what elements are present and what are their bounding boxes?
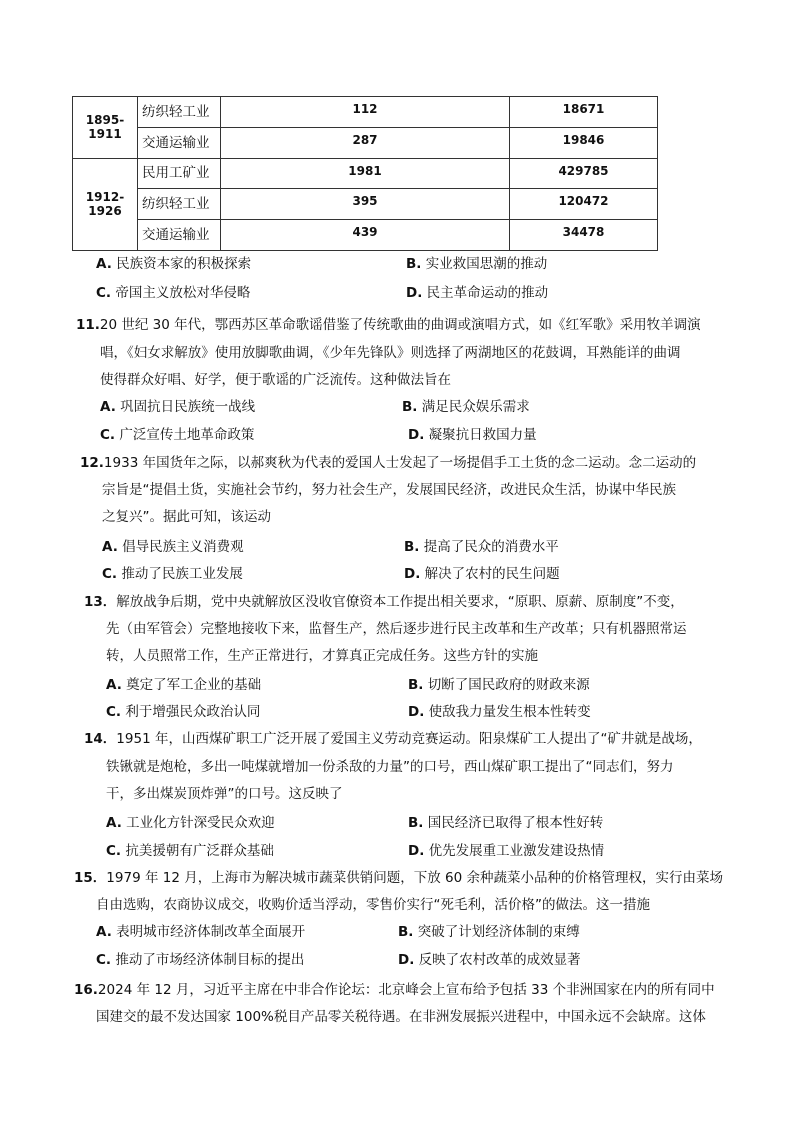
q11-option-d[interactable]: D. 凝聚抗日救国力量	[408, 427, 537, 443]
q11-stem-line: 唱，《妇女求解放》使用放脚歌曲调，《少年先锋队》则选择了两湖地区的花鼓调，耳熟能详的曲调	[100, 345, 681, 361]
q12-stem-line: 宗旨是“提倡土货，实施社会节约，努力社会生产，发展国民经济，改进民众生活，协谋中华民族	[102, 482, 676, 498]
q14-option-c[interactable]: C. 抗美援朝有广泛群众基础	[106, 843, 274, 859]
q10-option-c[interactable]: C. 帝国主义放松对华侵略	[96, 285, 251, 301]
q11-stem-line: 使得群众好唱、好学，便于歌谣的广泛流传。这种做法旨在	[100, 372, 451, 388]
q12-option-d[interactable]: D. 解决了农村的民生问题	[404, 566, 560, 582]
q11-option-a[interactable]: A. 巩固抗日民族统一战线	[100, 399, 256, 415]
industry-cell: 纺织轻工业	[138, 189, 221, 220]
value-cell: 34478	[510, 220, 658, 251]
q14-option-a[interactable]: A. 工业化方针深受民众欢迎	[106, 815, 275, 831]
q13-option-c[interactable]: C. 利于增强民众政治认同	[106, 704, 261, 720]
q15-stem-line: 自由选购，农商协议成交，收购价适当浮动，零售价实行“死毛利，活价格”的做法。这一措施	[96, 897, 650, 913]
period-cell: 1912-1926	[73, 158, 138, 250]
q12-option-c[interactable]: C. 推动了民族工业发展	[102, 566, 243, 582]
period-cell: 1895-1911	[73, 97, 138, 159]
q14-stem-line: 14．1951 年，山西煤矿职工广泛开展了爱国主义劳动竞赛运动。阳泉煤矿工人提出了“矿井就是战场，	[84, 731, 702, 747]
table-row	[73, 189, 658, 220]
industry-cell: 纺织轻工业	[138, 97, 221, 128]
value-cell: 112	[221, 97, 510, 128]
table-row	[73, 97, 658, 128]
q13-stem-line: 13．解放战争后期，党中央就解放区没收官僚资本工作提出相关要求，“原职、原薪、原制度”不变，	[84, 594, 684, 610]
q15-option-d[interactable]: D. 反映了农村改革的成效显著	[398, 952, 581, 968]
industry-cell: 民用工矿业	[138, 158, 221, 189]
value-cell: 19846	[510, 127, 658, 158]
q12-option-b[interactable]: B. 提高了民众的消费水平	[404, 539, 559, 555]
value-cell: 429785	[510, 158, 658, 189]
industry-cell: 交通运输业	[138, 220, 221, 251]
q14-stem-line: 铁锹就是炮枪，多出一吨煤就增加一份杀敌的力量”的口号，西山煤矿职工提出了“同志们，努力	[106, 759, 674, 775]
q14-option-d[interactable]: D. 优先发展重工业激发建设热情	[408, 843, 605, 859]
q15-stem-line: 15．1979 年 12 月，上海市为解决城市蔬菜供销问题，下放 60 余种蔬菜小品种的价格管理权，实行由菜场	[74, 870, 723, 886]
table-row	[73, 127, 658, 158]
value-cell: 287	[221, 127, 510, 158]
table-row	[73, 220, 658, 251]
q13-option-a[interactable]: A. 奠定了军工企业的基础	[106, 677, 262, 693]
value-cell: 18671	[510, 97, 658, 128]
q13-option-d[interactable]: D. 使敌我力量发生根本性转变	[408, 704, 591, 720]
q15-option-b[interactable]: B. 突破了计划经济体制的束缚	[398, 924, 580, 940]
q11-stem-line: 11.20 世纪 30 年代，鄂西苏区革命歌谣借鉴了传统歌曲的曲调或演唱方式，如《红军歌》采用牧羊调演	[76, 317, 701, 333]
q10-option-a[interactable]: A. 民族资本家的积极探索	[96, 256, 252, 272]
q13-stem-line: 先（由军管会）完整地接收下来，监督生产，然后逐步进行民主改革和生产改革；只有机器照常运	[106, 621, 687, 637]
value-cell: 1981	[221, 158, 510, 189]
q13-stem-line: 转，人员照常工作，生产正常进行，才算真正完成任务。这些方针的实施	[106, 648, 538, 664]
table-row	[73, 158, 658, 189]
value-cell: 120472	[510, 189, 658, 220]
q12-option-a[interactable]: A. 倡导民族主义消费观	[102, 539, 244, 555]
q11-option-b[interactable]: B. 满足民众娱乐需求	[402, 399, 530, 415]
q15-option-a[interactable]: A. 表明城市经济体制改革全面展开	[96, 924, 306, 940]
q10-option-d[interactable]: D. 民主革命运动的推动	[406, 285, 549, 301]
q15-option-c[interactable]: C. 推动了市场经济体制目标的提出	[96, 952, 305, 968]
q16-stem-line: 16.2024 年 12 月，习近平主席在中非合作论坛：北京峰会上宣布给予包括 33 个非洲国家在内的所有同中	[74, 982, 715, 998]
q14-stem-line: 干，多出煤炭顶炸弹”的口号。这反映了	[106, 786, 343, 802]
q13-option-b[interactable]: B. 切断了国民政府的财政来源	[408, 677, 590, 693]
q12-stem-line: 12.1933 年国货年之际，以郝爽秋为代表的爱国人士发起了一场提倡手工土货的念二运动。念二运动的	[80, 455, 697, 471]
q16-stem-line: 国建交的最不发达国家 100%税目产品零关税待遇。在非洲发展振兴进程中，中国永远不会缺席。这体	[96, 1009, 706, 1025]
value-cell: 395	[221, 189, 510, 220]
q14-option-b[interactable]: B. 国民经济已取得了根本性好转	[408, 815, 604, 831]
value-cell: 439	[221, 220, 510, 251]
industry-cell: 交通运输业	[138, 127, 221, 158]
q10-option-b[interactable]: B. 实业救国思潮的推动	[406, 256, 548, 272]
q12-stem-line: 之复兴”。据此可知，该运动	[102, 509, 271, 525]
industry-investment-table	[72, 96, 658, 251]
q11-option-c[interactable]: C. 广泛宣传土地革命政策	[100, 427, 255, 443]
